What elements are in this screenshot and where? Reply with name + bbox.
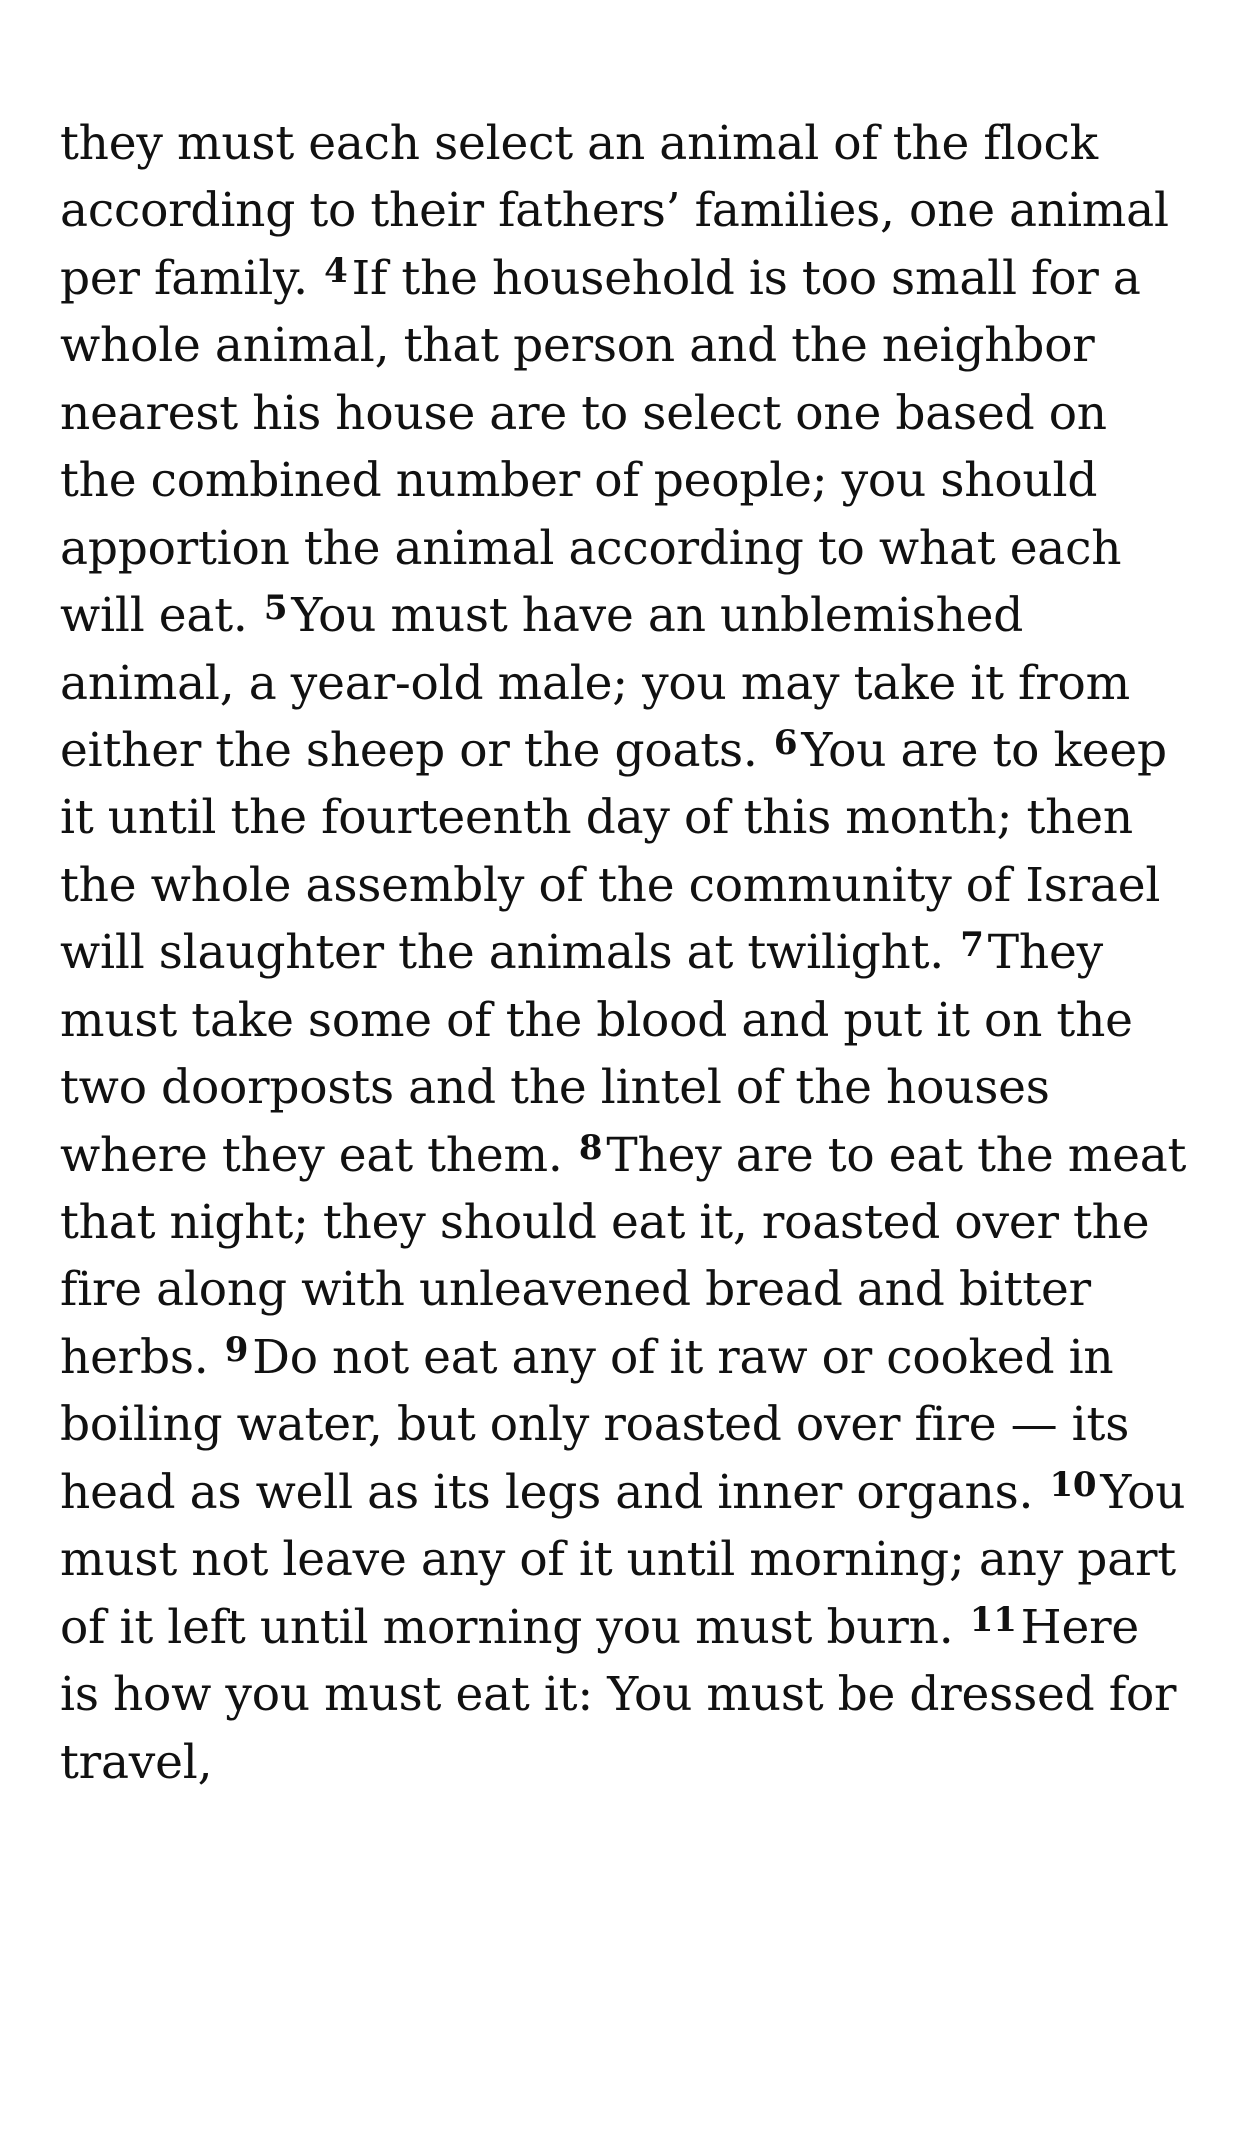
verse-number: 10 — [1049, 1464, 1097, 1505]
verse-text: If the household is too small for a whole animal, that person and the neighbor nearest his house are to select one based on the combined number of people; you should apportion the animal according to what each will eat. — [60, 250, 1141, 644]
verse-text: They are to eat the meat that night; they should eat it, roasted over the fire along with unleavened bread and bitter herbs. — [60, 1127, 1187, 1385]
verse-number: 9 — [224, 1329, 249, 1370]
verse-text: Here is how you must eat it: You must be dressed for travel, — [60, 1599, 1177, 1790]
verse-number: 11 — [969, 1599, 1017, 1640]
verse-text: Do not eat any of it raw or cooked in boiling water, but only roasted over fire — its head as well as its legs and inner organs. — [60, 1329, 1130, 1520]
verse-number: 7 — [960, 925, 984, 966]
scripture-text-body — [60, 110, 1190, 1796]
verse-text: You must not leave any of it until morning; any part of it left until morning you must burn. — [60, 1464, 1186, 1655]
verse-text: they must each select an animal of the flock according to their fathers’ families, one animal per family. — [60, 116, 1169, 306]
verse-text: They must take some of the blood and put it on the two doorposts and the lintel of the houses where they eat them. — [60, 925, 1133, 1183]
verse-text: You are to keep it until the fourteenth day of this month; then the whole assembly of the community of Israel will slaughter the animals at twilight. — [60, 722, 1167, 981]
verse-text: You must have an unblemished animal, a year-old male; you may take it from either the sheep or the goats. — [60, 588, 1130, 778]
verse-number: 6 — [773, 722, 798, 763]
verse-number: 8 — [578, 1127, 603, 1168]
verse-number: 4 — [324, 250, 348, 291]
verse-number: 5 — [263, 588, 288, 629]
